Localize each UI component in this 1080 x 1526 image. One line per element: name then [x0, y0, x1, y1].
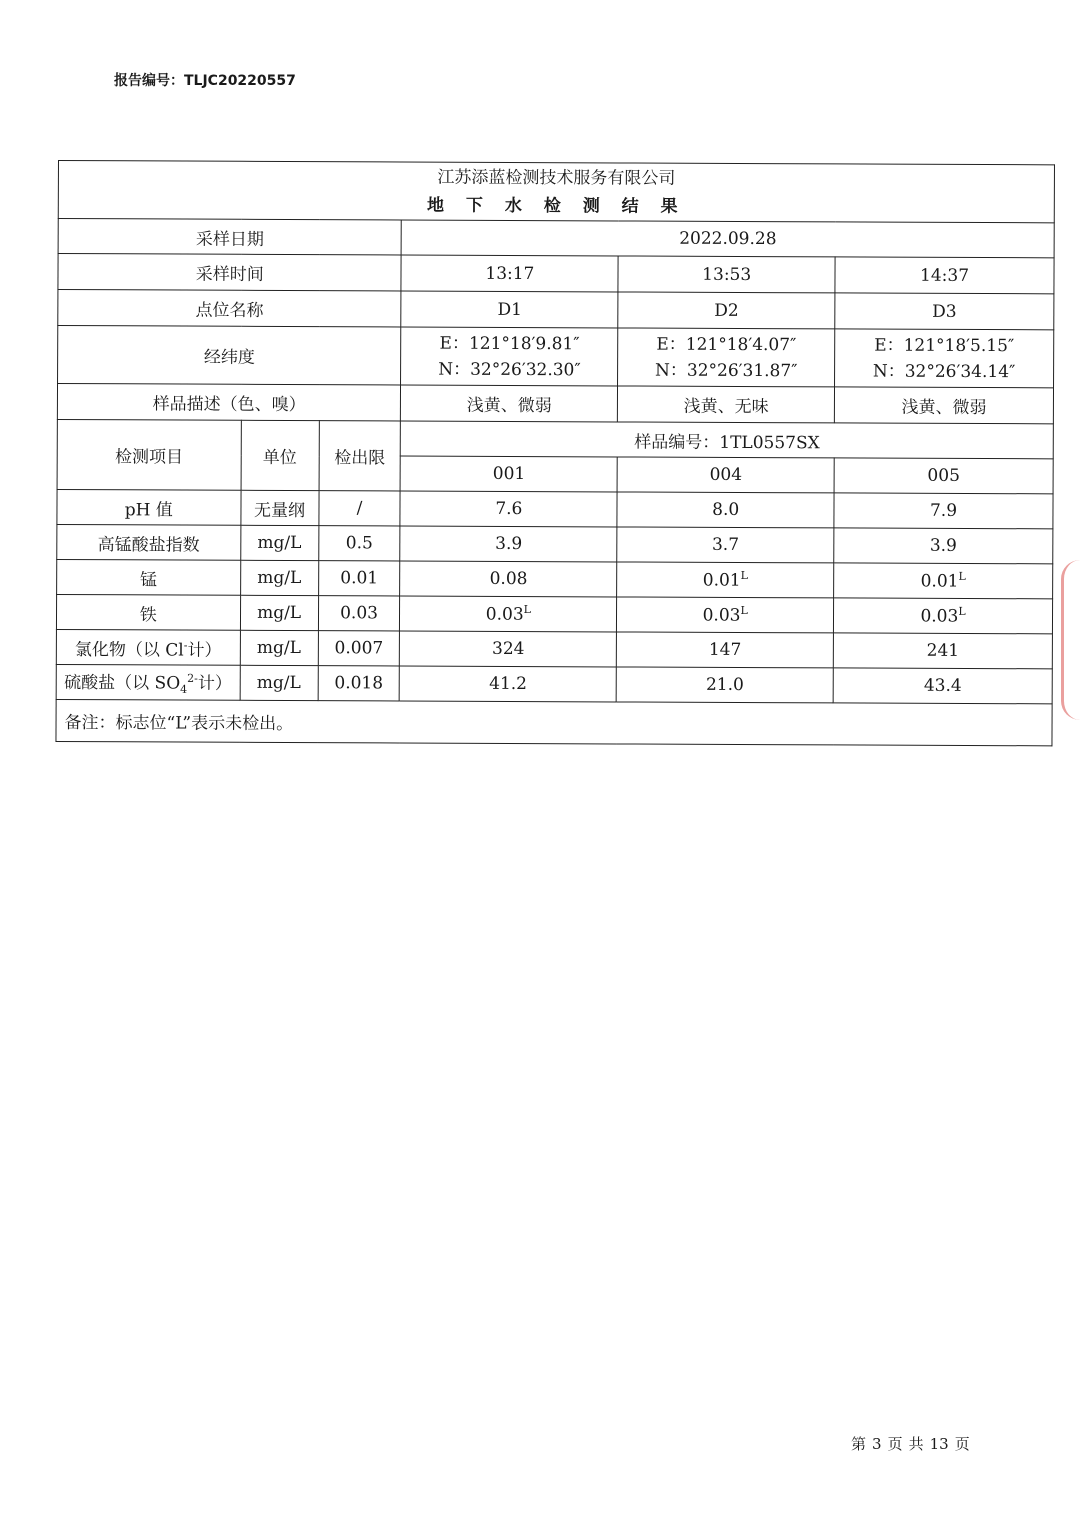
sample-description-d2: 浅黄、无味 — [618, 386, 835, 423]
result-value: 3.9 — [834, 528, 1053, 564]
not-detected-flag: L — [740, 569, 749, 583]
test-item-header: 检测项目 — [57, 419, 241, 490]
not-detected-flag: L — [958, 570, 966, 584]
latlon-d3 — [835, 329, 1054, 388]
total-pages: 13 — [929, 1435, 949, 1453]
current-page: 3 — [872, 1435, 882, 1453]
result-value: 241 — [833, 633, 1052, 669]
longitude-d2: E：121°18′4.07″ — [656, 334, 797, 355]
sample-code-d2: 004 — [617, 457, 834, 493]
result-value: 7.6 — [400, 491, 617, 527]
test-item-name: 硫酸盐（以 $SO_4^{2-}$计） — [56, 664, 240, 700]
result-value: $0.01^L$ — [834, 563, 1053, 599]
page-number: 第 3 页 共 13 页 — [851, 1435, 970, 1453]
result-rows — [56, 489, 1053, 703]
test-item-name: pH 值 — [57, 489, 241, 525]
sample-description-d3: 浅黄、微弱 — [834, 387, 1053, 424]
point-name-d3: D3 — [835, 293, 1054, 330]
latitude-d3: N：32°26′34.14″ — [872, 361, 1016, 382]
unit-cell: mg/L — [240, 595, 318, 630]
test-item-name: 氯化物（以 Cl-计） — [56, 629, 240, 665]
unit-cell: mg/L — [240, 525, 318, 560]
sampling-time-d3: 14:37 — [835, 257, 1054, 294]
result-value: 147 — [617, 632, 834, 668]
longitude-d3: E：121°18′5.15″ — [874, 335, 1015, 356]
report-number: 报告编号：TLJC20220557 — [114, 73, 296, 89]
sample-code-d1: 001 — [401, 456, 618, 492]
unit-cell: 无量纲 — [241, 490, 319, 525]
test-item-name: 高锰酸盐指数 — [57, 524, 241, 560]
not-detected-flag: L — [523, 603, 532, 617]
remark: 备注：标志位“L”表示未检出。 — [56, 699, 1052, 745]
latitude-d1: N：32°26′32.30″ — [438, 359, 581, 380]
detection-limit-cell: 0.01 — [318, 561, 400, 596]
latlon-d2 — [618, 328, 835, 387]
unit-cell: mg/L — [240, 630, 318, 665]
test-item-name: 铁 — [56, 594, 240, 630]
sampling-time-label: 采样时间 — [58, 254, 402, 291]
result-value: 3.9 — [400, 526, 617, 562]
seal-stamp-edge — [1061, 560, 1080, 720]
result-value: $0.03^L$ — [617, 597, 834, 633]
table-row — [56, 594, 1052, 633]
table-row — [56, 629, 1052, 668]
sampling-time-d1: 13:17 — [401, 255, 618, 292]
not-detected-flag: L — [740, 604, 748, 618]
unit-cell: mg/L — [240, 665, 318, 700]
table-row — [56, 664, 1052, 703]
company-name: 江苏添蓝检测技术服务有限公司 — [437, 167, 676, 189]
groundwater-results-table — [55, 160, 1055, 746]
table-header — [58, 161, 1054, 223]
not-detected-flag: L — [958, 605, 966, 619]
sample-description-label: 样品描述（色、嗅） — [57, 384, 401, 421]
latitude-d2: N：32°26′31.87″ — [654, 360, 798, 381]
result-value: 43.4 — [833, 668, 1052, 704]
unit-cell: mg/L — [240, 560, 318, 595]
result-value: 21.0 — [616, 667, 833, 703]
result-value: $0.03^L$ — [834, 598, 1053, 634]
point-name-label: 点位名称 — [58, 290, 402, 327]
sampling-time-d2: 13:53 — [618, 256, 835, 293]
table-row — [57, 559, 1053, 598]
result-value: 41.2 — [400, 666, 617, 702]
table-row — [57, 524, 1053, 563]
detection-limit-cell: / — [318, 491, 400, 526]
detection-limit-cell: 0.007 — [318, 631, 400, 666]
point-name-d2: D2 — [618, 292, 835, 329]
detection-limit-header: 检出限 — [319, 421, 401, 491]
latlon-d1 — [401, 327, 618, 386]
test-item-name: 锰 — [57, 559, 241, 595]
result-value: 0.08 — [400, 561, 617, 597]
sampling-date-label: 采样日期 — [58, 219, 402, 255]
result-value: 3.7 — [617, 527, 834, 563]
table-row — [57, 489, 1053, 528]
sample-number-header: 样品编号：1TL0557SX — [401, 421, 1054, 459]
latlon-label: 经纬度 — [58, 326, 402, 385]
point-name-d1: D1 — [401, 291, 618, 328]
longitude-d1: E：121°18′9.81″ — [439, 333, 580, 354]
result-value: 8.0 — [617, 492, 834, 528]
sample-description-d1: 浅黄、微弱 — [401, 385, 618, 422]
detection-limit-cell: 0.018 — [318, 666, 400, 701]
sampling-date-value: 2022.09.28 — [402, 220, 1055, 258]
result-value: $0.03^L$ — [400, 596, 617, 632]
result-value: $0.01^L$ — [617, 562, 834, 598]
result-value: 324 — [400, 631, 617, 667]
detection-limit-cell: 0.03 — [318, 596, 400, 631]
table-title: 地 下 水 检 测 结 果 — [426, 195, 686, 217]
detection-limit-cell: 0.5 — [318, 526, 400, 561]
sample-code-d3: 005 — [834, 458, 1053, 494]
result-value: 7.9 — [834, 493, 1053, 529]
unit-header: 单位 — [241, 420, 319, 490]
